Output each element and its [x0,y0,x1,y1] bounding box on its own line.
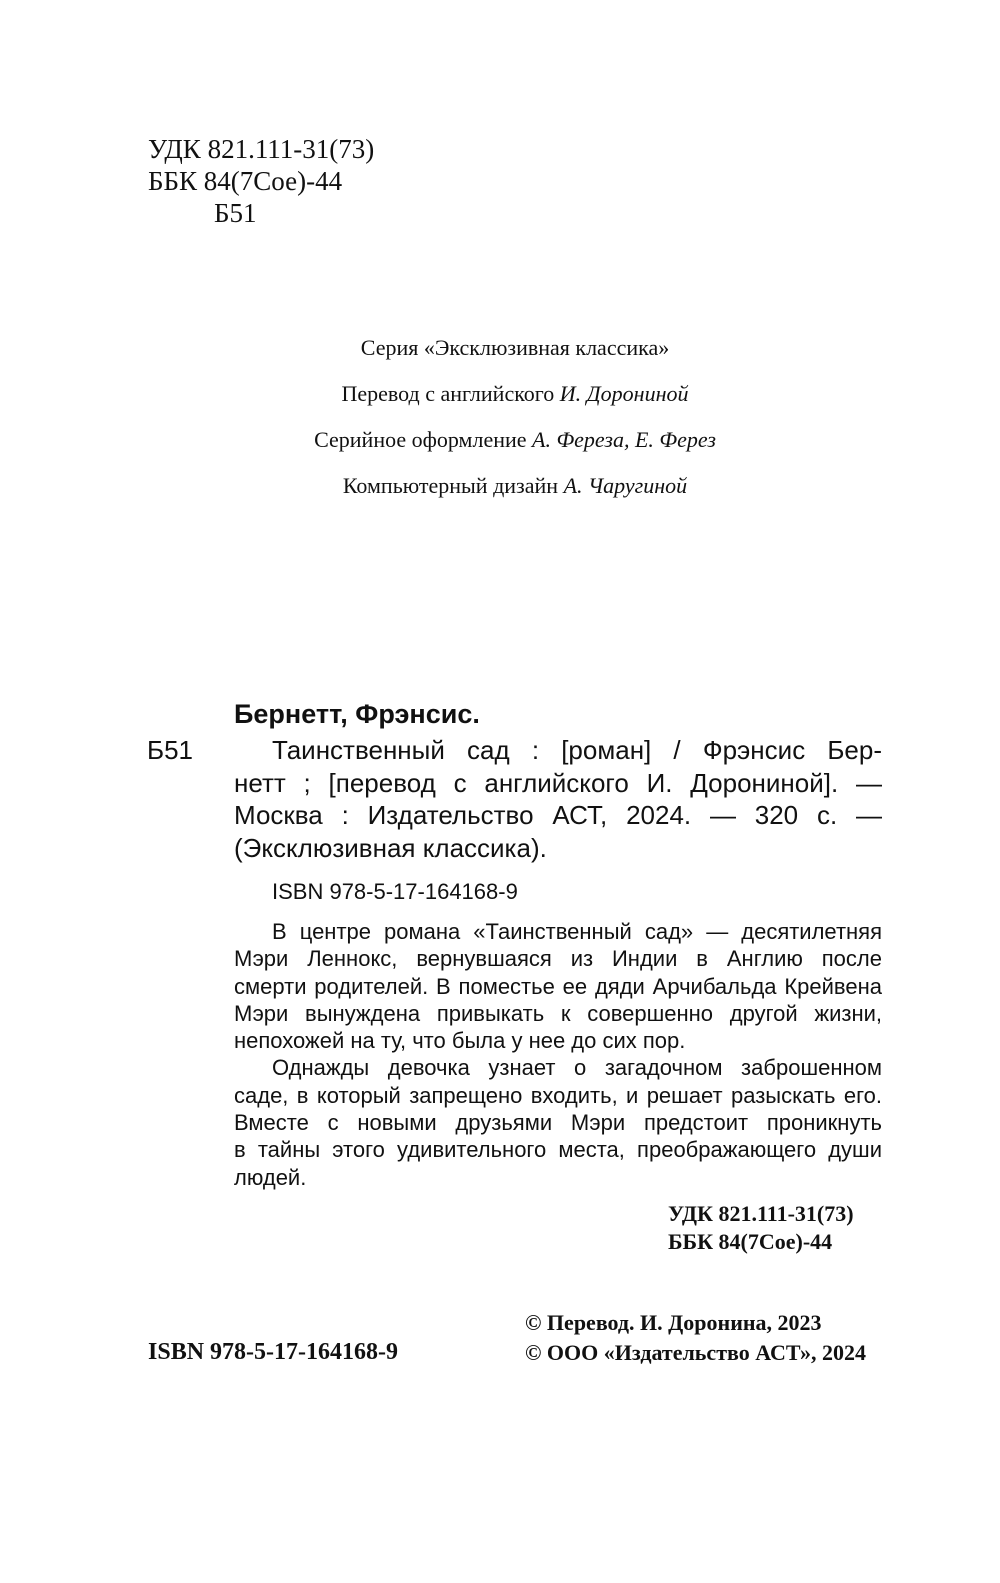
designer-name: А. Фереза, Е. Ферез [532,427,716,452]
biblio-line: (Эксклюзивная классика). [234,832,547,863]
copyright-translation: © Перевод. И. Доронина, 2023 [525,1310,822,1335]
catalog-bibliographic-record [234,734,882,864]
catalog-bbk: ББК 84(7Сое)-44 [668,1229,833,1254]
catalog-udk: УДК 821.111-31(73) [668,1201,854,1226]
layout-label: Компьютерный дизайн [342,473,564,498]
translation-label: Перевод с английского [341,381,560,406]
abstract-line: в тайны этого удивительного места, преображающего души [234,1137,882,1163]
abstract-line: непохожей на ту, что была у нее до сих пор. [234,1028,686,1054]
abstract-line: смерти родителей. В поместье ее дяди Арчибальда Крейвена [234,973,882,999]
translation-credit [0,380,1000,408]
copyright-publisher: © ООО «Издательство АСТ», 2024 [525,1340,867,1365]
bbk-top: ББК 84(7Сое)-44 [148,166,343,196]
footer-isbn: ISBN 978-5-17-164168-9 [148,1339,398,1365]
abstract-line: Мэри Леннокс, вернувшаяся из Индии в Англию после [234,946,882,972]
abstract-line: Мэри вынуждена привыкать к совершенно другой жизни, [234,1000,882,1026]
series-line [0,334,1000,362]
design-label: Серийное оформление [314,427,533,452]
udk-top: УДК 821.111-31(73) [148,134,375,164]
abstract-line: В центре романа «Таинственный сад» — десятилетняя [272,919,882,944]
abstract-line: Однажды девочка узнает о загадочном заброшенном [272,1055,882,1081]
abstract-line: саде, в который запрещено входить, и решает разыскать его. [234,1082,882,1108]
catalog-author: Бернетт, Фрэнсис. [234,699,480,729]
biblio-line: Таинственный сад : [роман] / Фрэнсис Бер- [272,735,882,765]
abstract-line: людей. [234,1164,307,1190]
catalog-isbn: ISBN 978-5-17-164168-9 [272,879,518,904]
layout-credit [0,472,1000,500]
author-mark-top: Б51 [214,198,257,228]
design-credit [0,426,1000,454]
translator-name: И. Дорониной [559,381,689,406]
abstract-line: Вместе с новыми друзьями Мэри предстоит проникнуть [234,1110,882,1136]
biblio-line: нетт ; [перевод с английского И. Дорониной]. — [234,767,882,798]
catalog-code: Б51 [147,735,193,765]
biblio-line: Москва : Издательство АСТ, 2024. — 320 с. — [234,800,882,830]
series-text: Серия «Эксклюзивная классика» [360,335,670,360]
catalog-abstract [234,918,882,1191]
layout-designer-name: А. Чаругиной [563,473,688,498]
